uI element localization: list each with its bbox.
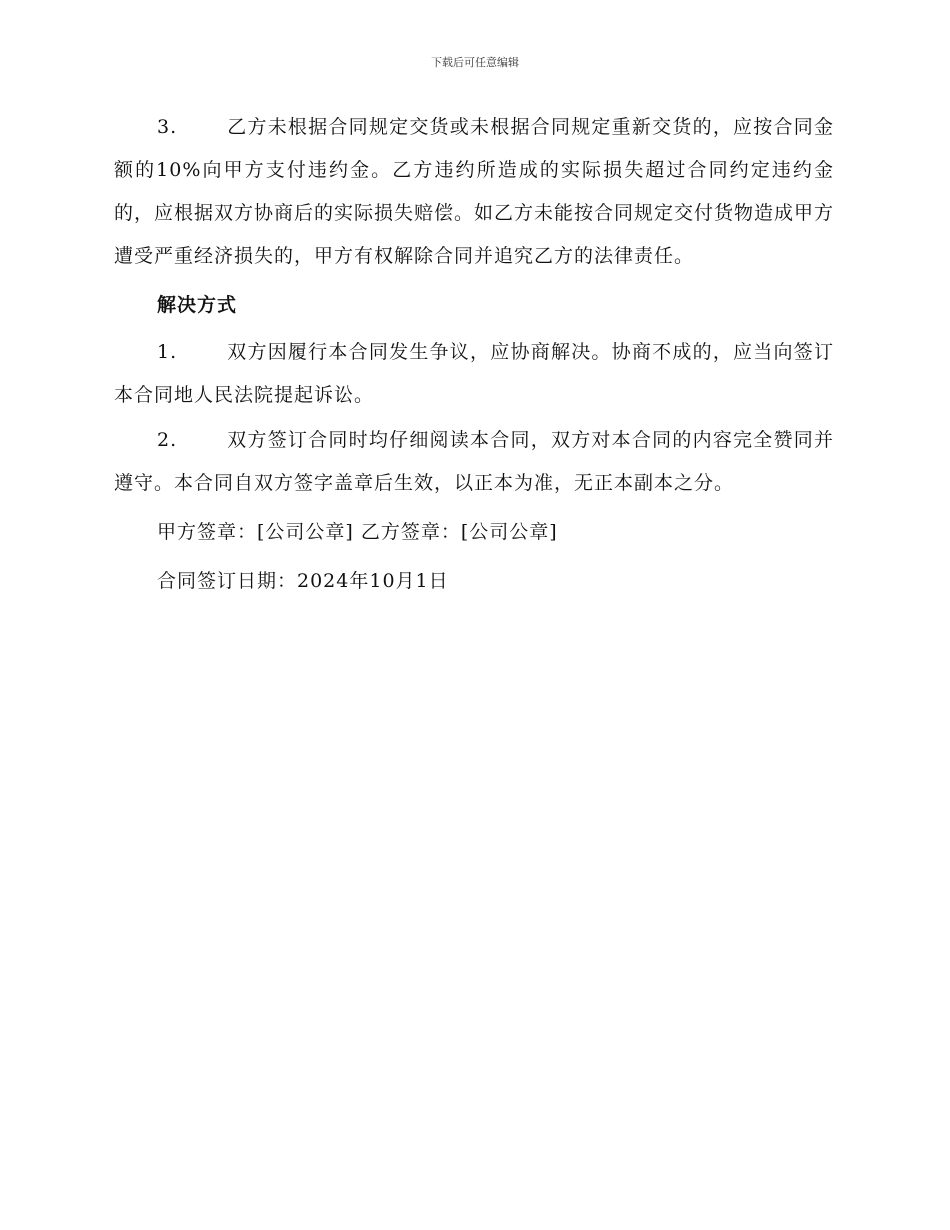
clause-3 [114,106,834,278]
resolution-item-1-number: 1. [157,341,178,363]
resolution-item-1-text: 双方因履行本合同发生争议，应协商解决。协商不成的，应当向签订本合同地人民法院提起诉讼。 [114,341,834,406]
resolution-item-1 [114,331,834,417]
document-body [114,106,834,609]
section-title: 解决方式 [157,294,238,316]
clause-3-number: 3. [157,116,178,138]
resolution-item-2-number: 2. [157,429,178,451]
resolution-item-2-text: 双方签订合同时均仔细阅读本合同，双方对本合同的内容完全赞同并遵守。本合同自双方签字盖章后生效，以正本为准，无正本副本之分。 [114,429,834,494]
contract-date: 合同签订日期：2024年10月1日 [157,570,449,592]
page-header: 下载后可任意编辑 [431,56,519,69]
resolution-item-2 [114,419,834,505]
signature-line: 甲方签章：[公司公章] 乙方签章：[公司公章] [157,521,558,543]
clause-3-text: 乙方未根据合同规定交货或未根据合同规定重新交货的，应按合同金额的10%向甲方支付违约金。乙方违约所造成的实际损失超过合同约定违约金的，应根据双方协商后的实际损失赔偿。如乙方未能按合同规定交付货物造成甲方遭受严重经济损失的，甲方有权解除合同并追究乙方的法律责任。 [114,116,835,267]
